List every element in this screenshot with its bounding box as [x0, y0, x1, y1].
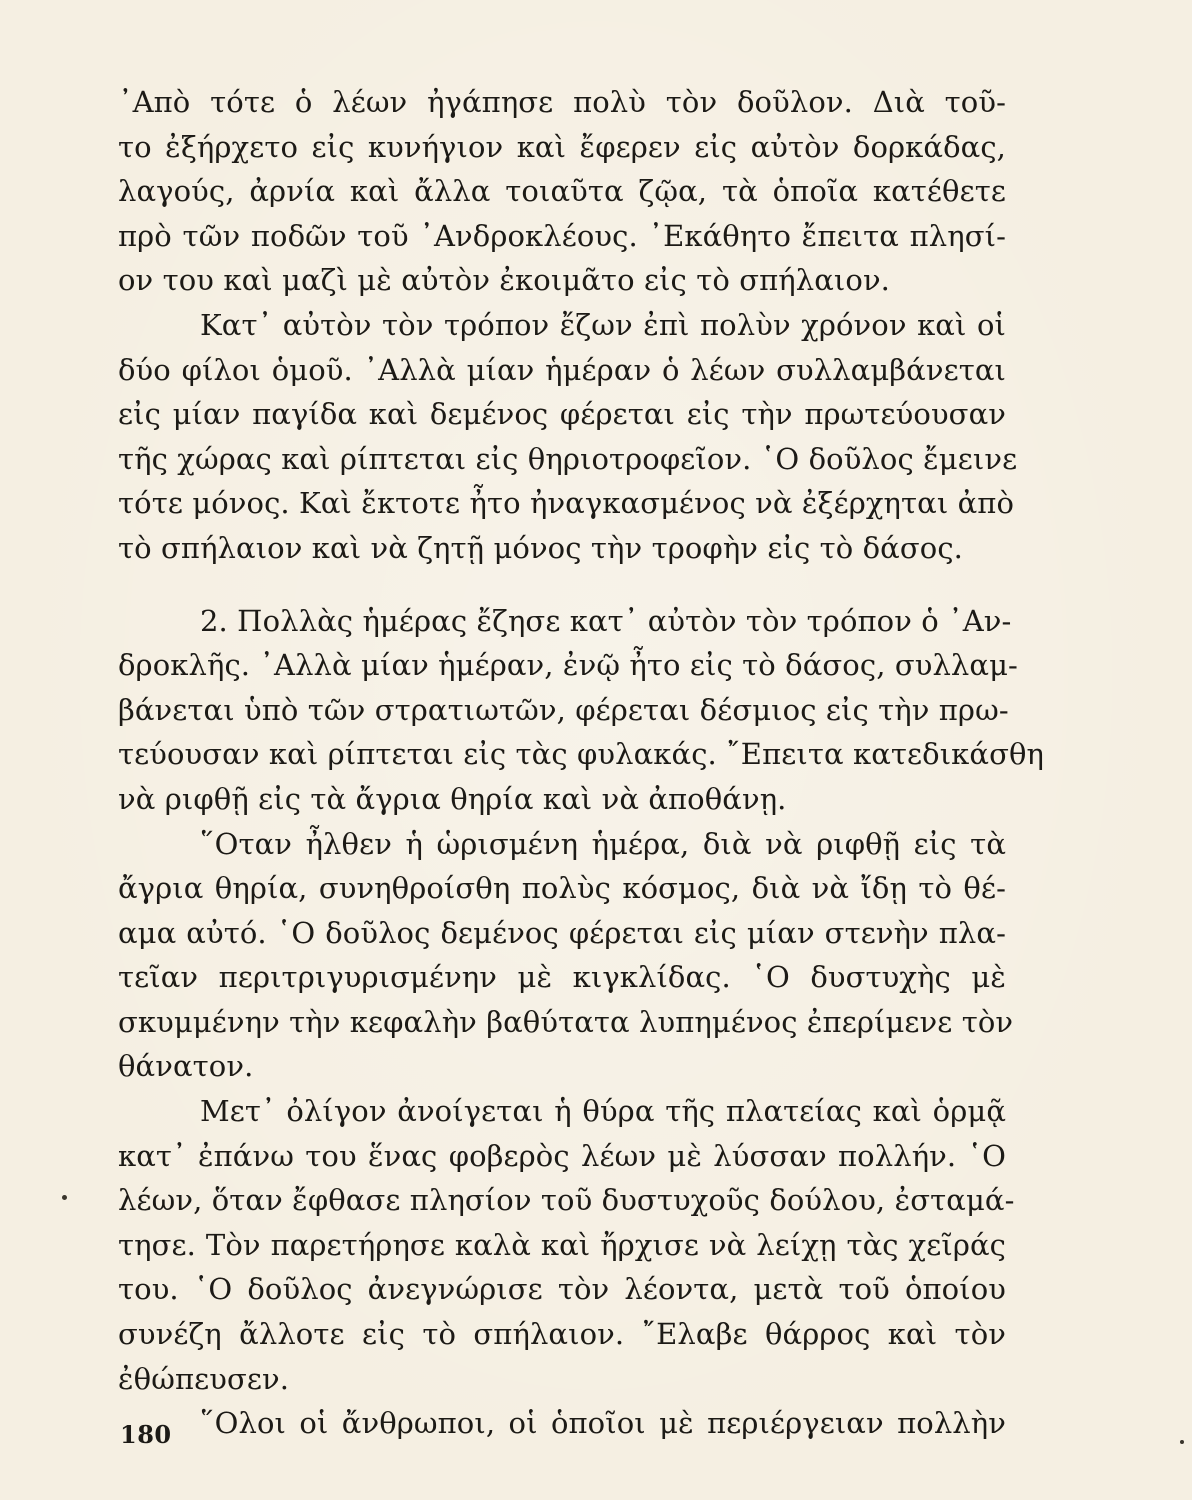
body-text — [118, 80, 1045, 1446]
text-line: λαγούς, ἀρνία καὶ ἄλλα τοιαῦτα ζῷα, τὰ ὁποῖα κατέθετε — [118, 174, 1006, 209]
paragraph-2 — [118, 303, 1018, 571]
section-spacer — [118, 571, 1006, 599]
text-line: κατ᾿ ἐπάνω του ἕνας φοβερὸς λέων μὲ λύσσαν πολλήν. ῾Ο — [118, 1138, 1006, 1173]
text-line: δύο φίλοι ὁμοῦ. ᾿Αλλὰ μίαν ἡμέραν ὁ λέων συλλαμβάνεται — [118, 352, 1006, 387]
paragraph-6 — [118, 1401, 1006, 1446]
text-line: θάνατον. — [118, 1049, 254, 1084]
paper-speck — [62, 1195, 67, 1200]
paragraph-5 — [118, 1089, 1015, 1401]
text-line: πρὸ τῶν ποδῶν τοῦ ᾿Ανδροκλέους. ᾿Εκάθητο ἔπειτα πλησί- — [118, 218, 1006, 253]
text-line: τὸ σπήλαιον καὶ νὰ ζητῇ μόνος τὴν τροφὴν εἰς τὸ δάσος. — [118, 530, 963, 565]
text-line: τεύουσαν καὶ ρίπτεται εἰς τὰς φυλακάς. ῎Επειτα κατεδικάσθη — [118, 737, 1045, 772]
text-line: δροκλῆς. ᾿Αλλὰ μίαν ἡμέραν, ἐνῷ ἦτο εἰς τὸ δάσος, συλλαμ- — [118, 648, 1018, 683]
page-number: 180 — [120, 1420, 172, 1449]
text-line: Μετ᾿ ὀλίγον ἀνοίγεται ἡ θύρα τῆς πλατείας καὶ ὁρμᾷ — [200, 1094, 1006, 1129]
text-line: ῞Ολοι οἱ ἄνθρωποι, οἱ ὁποῖοι μὲ περιέργειαν πολλὴν — [200, 1406, 1006, 1441]
text-line: λέων, ὅταν ἔφθασε πλησίον τοῦ δυστυχοῦς δούλου, ἐσταμά- — [118, 1183, 1015, 1218]
text-line: αμα αὐτό. ῾Ο δοῦλος δεμένος φέρεται εἰς μίαν στενὴν πλα- — [118, 915, 1006, 950]
text-line: νὰ ριφθῇ εἰς τὰ ἄγρια θηρία καὶ νὰ ἀποθάνῃ. — [118, 781, 787, 816]
text-line: ἄγρια θηρία, συνηθροίσθη πολὺς κόσμος, διὰ νὰ ἴδῃ τὸ θέ- — [118, 871, 1006, 906]
text-line: το ἐξήρχετο εἰς κυνήγιον καὶ ἔφερεν εἰς αὐτὸν δορκάδας, — [118, 129, 1006, 164]
paragraph-4 — [118, 822, 1014, 1090]
text-line: ᾿Απὸ τότε ὁ λέων ἠγάπησε πολὺ τὸν δοῦλον. Διὰ τοῦ- — [118, 85, 1006, 119]
text-line: ῞Οταν ἦλθεν ἡ ὡρισμένη ἡμέρα, διὰ νὰ ριφθῇ εἰς τὰ — [200, 826, 1006, 861]
text-line: 2. Πολλὰς ἡμέρας ἔζησε κατ᾿ αὐτὸν τὸν τρόπον ὁ ᾿Αν- — [200, 603, 1012, 638]
paragraph-3 — [118, 599, 1045, 822]
text-line: εἰς μίαν παγίδα καὶ δεμένος φέρεται εἰς τὴν πρωτεύουσαν — [118, 397, 1006, 432]
text-line: σκυμμένην τὴν κεφαλὴν βαθύτατα λυπημένος ἐπερίμενε τὸν — [118, 1004, 1014, 1039]
paragraph-1 — [118, 80, 1006, 303]
text-line: τότε μόνος. Καὶ ἔκτοτε ἦτο ἠναγκασμένος νὰ ἐξέρχηται ἀπὸ — [118, 486, 1015, 521]
paper-speck — [1180, 1440, 1184, 1444]
text-line: βάνεται ὑπὸ τῶν στρατιωτῶν, φέρεται δέσμιος εἰς τὴν πρω- — [118, 692, 1009, 727]
text-line: τησε. Τὸν παρετήρησε καλὰ καὶ ἤρχισε νὰ λείχῃ τὰς χεῖράς — [118, 1227, 1006, 1262]
text-line: τεῖαν περιτριγυρισμένην μὲ κιγκλίδας. ῾Ο δυστυχὴς μὲ — [118, 960, 1006, 995]
text-line: τῆς χώρας καὶ ρίπτεται εἰς θηριοτροφεῖον. ῾Ο δοῦλος ἔμεινε — [118, 441, 1018, 476]
text-line: ἐθώπευσεν. — [118, 1361, 290, 1396]
text-line: ον του καὶ μαζὶ μὲ αὐτὸν ἐκοιμᾶτο εἰς τὸ σπήλαιον. — [118, 263, 890, 298]
text-line: συνέζη ἄλλοτε εἰς τὸ σπήλαιον. ῎Ελαβε θάρρος καὶ τὸν — [118, 1317, 1006, 1352]
text-line: του. ῾Ο δοῦλος ἀνεγνώρισε τὸν λέοντα, μετὰ τοῦ ὁποίου — [118, 1272, 1006, 1307]
text-line: Κατ᾿ αὐτὸν τὸν τρόπον ἔζων ἐπὶ πολὺν χρόνον καὶ οἱ — [200, 307, 1006, 342]
